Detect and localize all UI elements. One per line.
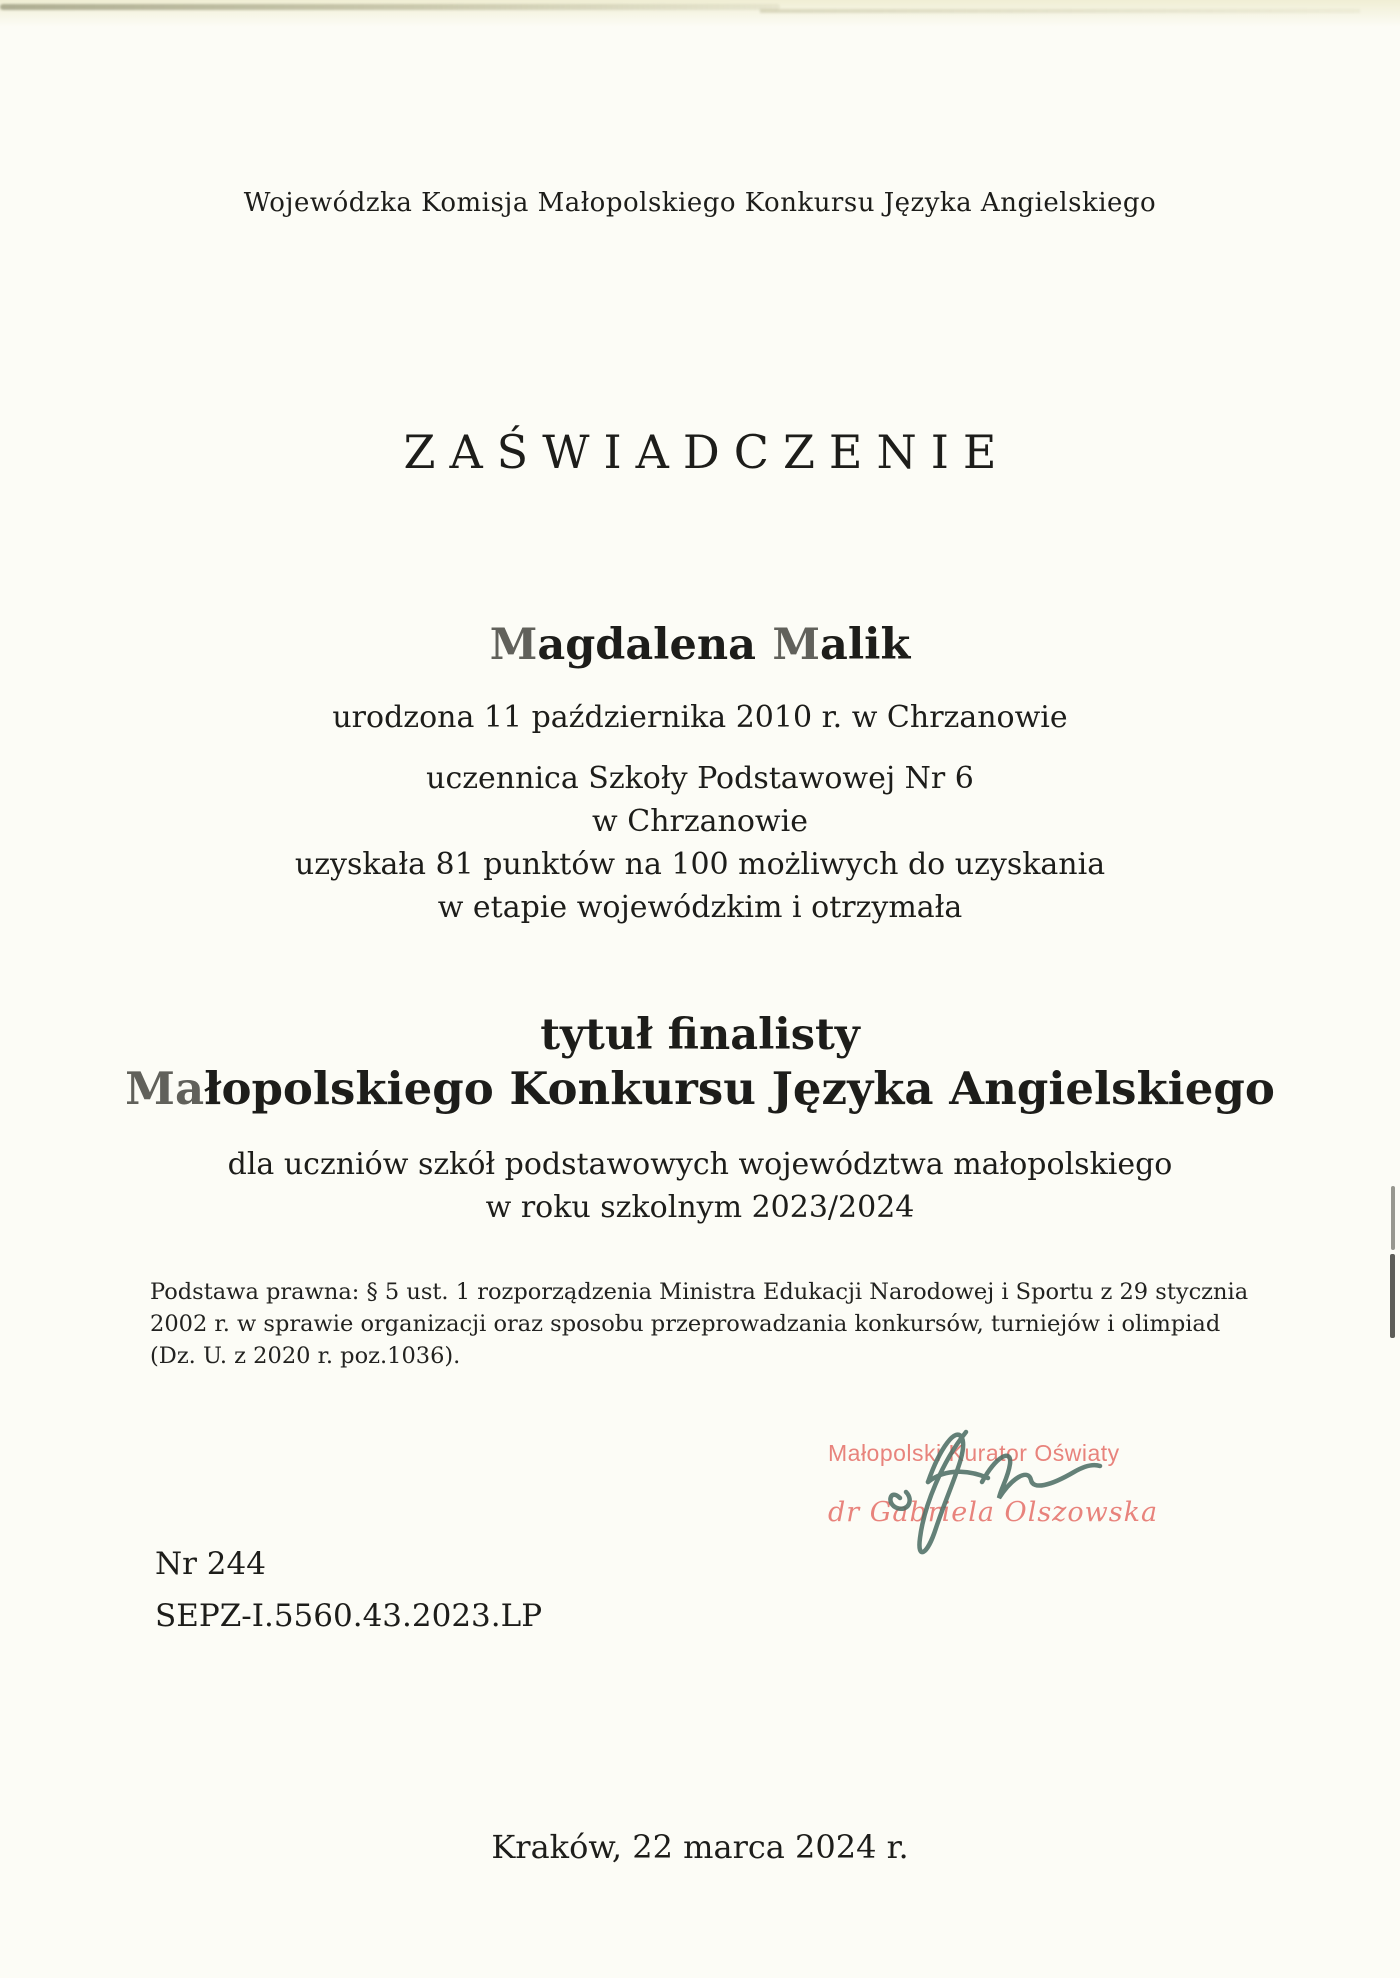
legal-basis: Podstawa prawna: § 5 ust. 1 rozporządzenia Ministra Edukacji Narodowej i Sportu z 29 stycznia 2002 r. w sprawie organizacji oraz sposobu przeprowadzania konkursów, turniejów i olimpiad (Dz. U. z 2020 r. poz.1036). (150, 1279, 1249, 1369)
recipient-last-initial: M (772, 620, 820, 670)
award-title-initial: Ma (125, 1062, 205, 1115)
place-and-date: Kraków, 22 marca 2024 r. (491, 1828, 909, 1866)
award-subtitle (0, 1143, 1400, 1229)
award-title-line1: tytuł finalisty (540, 1010, 860, 1060)
recipient-first-initial: M (489, 620, 538, 670)
issuing-committee: Wojewódzka Komisja Małopolskiego Konkursu Języka Angielskiego (243, 188, 1157, 218)
certificate-reference: SEPZ-I.5560.43.2023.LP (155, 1598, 543, 1634)
award-subtitle-line1: dla uczniów szkół podstawowych województwa małopolskiego (227, 1147, 1173, 1182)
scan-artifact-top-smudge-right (760, 9, 1360, 13)
recipient-first-rest: agdalena (537, 620, 757, 670)
school-line-2: w Chrzanowie (592, 804, 808, 839)
birth-line: urodzona 11 października 2010 r. w Chrzanowie (332, 700, 1068, 735)
school-line-1: uczennica Szkoły Podstawowej Nr 6 (426, 761, 974, 796)
document-title: ZAŚWIADCZENIE (403, 424, 1011, 479)
scan-artifact-top-smudge (0, 4, 780, 10)
recipient-last-rest: alik (819, 620, 911, 670)
certificate-number: Nr 244 (155, 1546, 266, 1582)
stamp-title: Małopolski Kurator Oświaty (828, 1440, 1120, 1466)
award-title-rest: łopolskiego Konkursu Języka Angielskiego (204, 1062, 1275, 1115)
award-title-line2 (0, 1062, 1400, 1115)
achievement-stanza (0, 757, 1400, 929)
stamp-signer-name: dr Gabriela Olszowska (828, 1497, 1159, 1528)
score-line: uzyskała 81 punktów na 100 możliwych do uzyskania (294, 847, 1106, 882)
official-stamp (828, 1440, 1168, 1528)
stage-line: w etapie wojewódzkim i otrzymała (437, 890, 963, 925)
recipient-name (0, 620, 1400, 670)
scan-artifact-right-mark-2 (1390, 1254, 1395, 1338)
award-subtitle-line2: w roku szkolnym 2023/2024 (485, 1190, 915, 1225)
